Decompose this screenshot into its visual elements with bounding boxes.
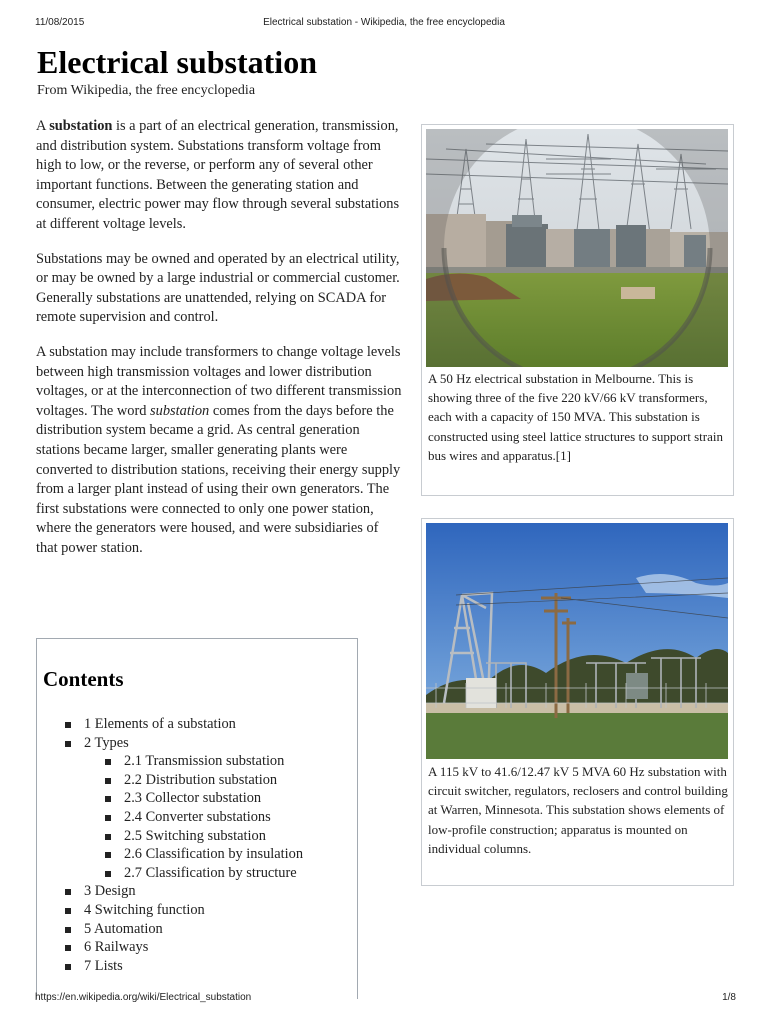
figure-melbourne-substation — [421, 124, 734, 496]
print-date: 11/08/2015 — [35, 17, 85, 28]
toc-item-switching-substation[interactable]: 2.5 Switching substation — [105, 827, 303, 846]
toc-item-collector[interactable]: 2.3 Collector substation — [105, 789, 303, 808]
term-substation-italic: substation — [150, 402, 210, 419]
print-url: https://en.wikipedia.org/wiki/Electrical_substation — [35, 992, 252, 1003]
toc-item-structure[interactable]: 2.7 Classification by structure — [105, 864, 303, 883]
article-body — [36, 117, 402, 573]
article-subtitle: From Wikipedia, the free encyclopedia — [37, 83, 256, 98]
warren-substation-photo[interactable] — [426, 523, 728, 759]
toc-item-railways[interactable]: 6 Railways — [65, 938, 303, 957]
print-page-title: Electrical substation - Wikipedia, the free encyclopedia — [263, 17, 505, 28]
toc-item-design[interactable]: 3 Design — [65, 882, 303, 901]
toc-item-types[interactable]: 2 Types 2.1 Transmission substation 2.2 Distribution substation 2.3 Collector substation 2.4 Converter substations 2.5 Switching substation 2.6 Classification by insulation 2.7 Classification by structure — [65, 734, 303, 883]
figure-1-caption: A 50 Hz electrical substation in Melbourne. This is showing three of the five 220 kV/66 kV transformers, each with a capacity of 150 MVA. This substation is constructed using steel lattice structures to support strain bus wires and apparatus.[1] — [428, 371, 723, 463]
toc-item-distribution[interactable]: 2.2 Distribution substation — [105, 771, 303, 790]
figure-2-caption: A 115 kV to 41.6/12.47 kV 5 MVA 60 Hz substation with circuit switcher, regulators, reclosers and control building at Warren, Minnesota. This substation shows elements of low-profile construction; apparatus is mounted on individual columns. — [428, 764, 728, 856]
table-of-contents — [36, 638, 358, 999]
toc-item-transmission[interactable]: 2.1 Transmission substation — [105, 752, 303, 771]
figure-warren-substation — [421, 518, 734, 886]
article-title: Electrical substation — [37, 44, 317, 80]
intro-paragraph-2: Substations may be owned and operated by an electrical utility, or may be owned by a large industrial or commercial customer. Generally substations are unattended, relying on SCADA for remote supervision and control. — [36, 250, 400, 326]
intro-paragraph-3: A substation may include transformers to change voltage levels between high transmission voltages and lower distribution voltages, or at the interconnection of two different transmission voltages. The word substation comes from the days before the distribution system became a grid. As central generation stations became larger, smaller generating plants were converted to distribution stations, receiving their energy supply from a larger plant instead of using their own generators. The first substations were connected to only one power station, where the generators were housed, and were subsidiaries of that power station. — [36, 343, 402, 556]
toc-heading: Contents — [43, 667, 124, 691]
toc-item-converter[interactable]: 2.4 Converter substations — [105, 808, 303, 827]
toc-item-insulation[interactable]: 2.6 Classification by insulation — [105, 845, 303, 864]
toc-sublist-types — [84, 752, 303, 882]
toc-item-lists[interactable]: 7 Lists — [65, 957, 303, 976]
toc-item-elements[interactable]: 1 Elements of a substation — [65, 715, 303, 734]
print-page-number: 1/8 — [722, 992, 736, 1003]
term-substation: substation — [49, 118, 113, 134]
toc-item-automation[interactable]: 5 Automation — [65, 920, 303, 939]
print-header — [0, 17, 768, 31]
intro-paragraph-1: A substation is a part of an electrical generation, transmission, and distribution system. Substations transform voltage from high to low, or the reverse, or perform any of several other important functions. Between the generating station and consumer, electric power may flow through several substations at different voltage levels. — [36, 118, 400, 232]
toc-list — [65, 715, 303, 975]
toc-item-switching-function[interactable]: 4 Switching function — [65, 901, 303, 920]
melbourne-substation-photo[interactable] — [426, 129, 728, 367]
